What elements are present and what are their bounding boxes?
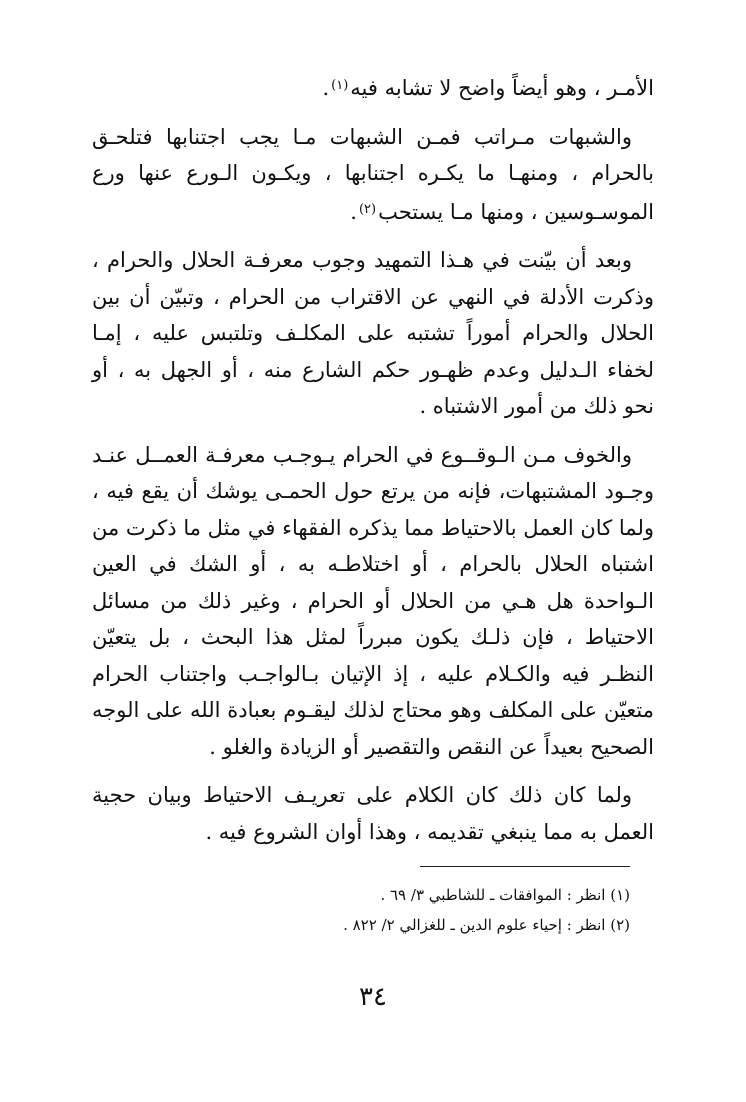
page-number: ٣٤ (359, 982, 387, 1012)
paragraph-4 (92, 437, 654, 766)
paragraph-2 (92, 119, 654, 231)
paragraph-4-text: والخوف مـن الـوقــوع في الحرام يـوجـب معرفـة العمــل عنـد وجـود المشتبهات، فإنه من يرتع حول الحمـى يوشك أن يقع فيه ، ولما كان العمل بالاحتياط مما يذكره الفقهاء في مثل ما ذكرت من اشتباه الحلال بالحرام ، أو اختلاطـه به ، أو الشك في العين الـواحدة هل هـي من الحلال أو الحرام ، وغير ذلك من مسائل الاحتياط ، فإن ذلـك يكون مبرراً لمثل هذا البحث ، بل يتعيّن النظـر فيه والكـلام عليه ، إذ الإتيان بـالواجـب واجتناب الحرام متعيّن على المكلف وهو محتاج لذلك ليقـوم بعبادة الله على الوجه الصحيح بعيداً عن النقص والتقصير أو الزيادة والغلو . (92, 442, 654, 759)
footnote-2: (٢) انظر : إحياء علوم الدين ـ للغزالي ٢/ ٨٢٢ . (343, 916, 630, 934)
paragraph-2-tail: . (350, 199, 357, 224)
paragraph-5-text: ولما كان ذلك كان الكلام على تعريـف الاحتياط وبيان حجية العمل به مما ينبغي تقديمه ، وهذا أوان الشروع فيه . (92, 783, 654, 844)
paragraph-5 (92, 777, 654, 850)
footnote-ref-2: (٢) (358, 201, 377, 217)
paragraph-2-text: والشبهات مـراتب فمـن الشبهات مـا يجب اجتنابها فتلحـق بالحرام ، ومنهـا ما يكـره اجتنابها ، ويكـون الـورع عنها ورع الموسـوسين ، ومنها مـا يستحب (92, 124, 654, 224)
main-text (92, 68, 654, 862)
footnote-1: (١) انظر : الموافقات ـ للشاطبي ٣/ ٦٩ . (380, 886, 630, 904)
paragraph-1-tail: . (322, 76, 330, 100)
footnote-ref-1: (١) (331, 78, 349, 93)
footnote-divider (420, 866, 630, 867)
paragraph-3 (92, 242, 654, 425)
paragraph-1 (92, 68, 654, 107)
footnotes (120, 880, 630, 940)
paragraph-1-text: الأمـر ، وهو أيضاً واضح لا تشابه فيه (350, 76, 654, 100)
paragraph-3-text: وبعد أن بيّنت في هـذا التمهيد وجوب معرفـة الحلال والحرام ، وذكرت الأدلة في النهي عن الاقتراب من الحرام ، وتبيّن أن بين الحلال والحرام أموراً تشتبه على المكلـف وتلتبس عليه ، إمـا لخفاء الـدليل وعدم ظهـور حكم الشارع منه ، أو الجهل به ، أو نحو ذلك من أمور الاشتباه . (92, 248, 654, 418)
